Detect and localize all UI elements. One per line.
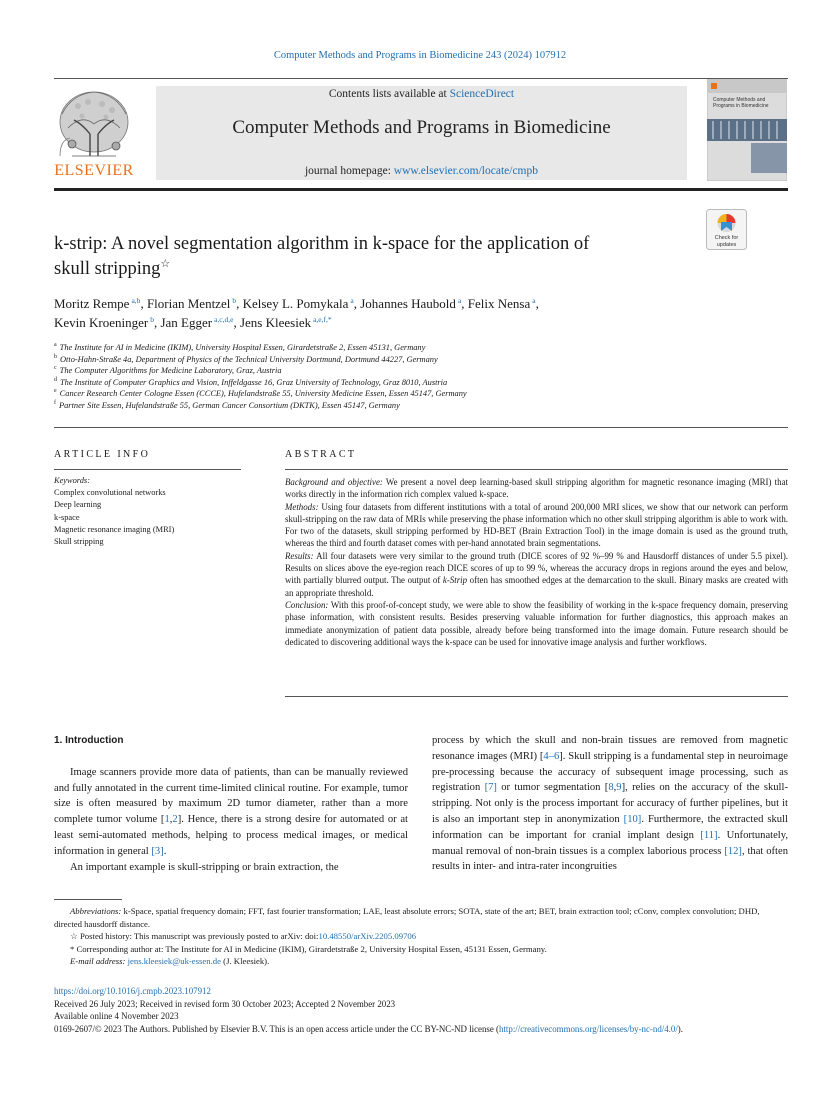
- elsevier-logo[interactable]: [52, 84, 136, 184]
- footnotes: [54, 905, 788, 968]
- author-affiliation-marks[interactable]: a,c,d,e: [214, 314, 234, 324]
- author-name[interactable]: Kevin Kroeninger: [54, 315, 149, 330]
- affiliation-row: [54, 388, 754, 400]
- body-left-column: [54, 733, 408, 875]
- keyword-item: k-space: [54, 512, 80, 522]
- author-affiliation-marks[interactable]: a,e,f,*: [313, 314, 332, 324]
- affiliation-key: f: [54, 399, 56, 406]
- abstract-section-label: Results:: [285, 550, 314, 561]
- author-name[interactable]: Florian Mentzel: [146, 296, 231, 311]
- author-name[interactable]: Felix Nensa: [467, 296, 531, 311]
- affiliation-key: b: [54, 353, 57, 360]
- affiliation-key: a: [54, 342, 57, 349]
- ref-10-link[interactable]: [10]: [623, 813, 642, 825]
- journal-title: Computer Methods and Programs in Biomedicine: [232, 117, 611, 138]
- affiliation-key: c: [54, 365, 57, 372]
- abbreviations-footnote: Abbreviations: k-Space, spatial frequency domain; FFT, fast fourier transformation; LAE, least absolute errors; SOTA, state of the art; BET, brain extraction tool; cConv, complex convolution; DHD, directed hausdorff distance.: [54, 906, 760, 929]
- ref-3-link[interactable]: [3]: [151, 845, 164, 857]
- author-list: [54, 294, 754, 332]
- keyword-item: Magnetic resonance imaging (MRI): [54, 524, 175, 534]
- corresponding-author-footnote: * Corresponding author at: The Institute for AI in Medicine (IKIM), Girardetstraße 2, University Hospital Essen, 45131 Essen, Germany.: [70, 943, 547, 954]
- journal-cover-image[interactable]: [707, 79, 787, 181]
- abstract-section-text: All four datasets were very similar to the ground truth (DICE scores of 92 %–99 % and Hausdorff distances of under 5.5 pixel). Results on slices above the eye-region reach DICE scores of up to 99 %, whereas the accuracy drops in regions around the eyes and below, with partially blurred output. The output of k-Strip often has smoothed edges at the demarcation to the skull. Binary masks are created with an appropriate threshold.: [285, 550, 788, 598]
- affiliation-row: [54, 377, 754, 389]
- ref-12-link[interactable]: [12]: [724, 845, 742, 857]
- doi-link[interactable]: https://doi.org/10.1016/j.cmpb.2023.107912: [54, 986, 211, 996]
- publication-info: [54, 985, 788, 1035]
- author-name[interactable]: Kelsey L. Pomykala: [242, 296, 349, 311]
- keyword-item: Deep learning: [54, 500, 102, 510]
- affiliation-key: d: [54, 376, 57, 383]
- affiliation-text: Cancer Research Center Cologne Essen (CCCE), Hufelandstraße 55, University Medicine Essen, Essen 45147, Germany: [59, 389, 467, 398]
- author-separator: ,: [353, 296, 361, 311]
- author-separator: ,: [233, 315, 240, 330]
- author-name[interactable]: Johannes Haubold: [360, 296, 456, 311]
- abstract-section-label: Conclusion:: [285, 599, 329, 610]
- ref-1-link[interactable]: 1: [164, 814, 170, 826]
- abstract-section: [285, 599, 788, 648]
- sciencedirect-link[interactable]: ScienceDirect: [449, 88, 515, 100]
- affiliation-row: [54, 342, 754, 354]
- ref-9-link[interactable]: 9: [616, 782, 622, 794]
- ref-2-link[interactable]: 2: [172, 814, 178, 826]
- abstract-section-label: Background and objective:: [285, 477, 383, 487]
- keywords-block: [54, 475, 241, 548]
- author-separator: ,: [535, 296, 539, 311]
- publisher-name: ELSEVIER: [54, 162, 134, 179]
- email-footnote: E-mail address: jens.kleesiek@uk-essen.de (J. Kleesiek).: [70, 956, 270, 966]
- footnote-rule: [54, 899, 122, 900]
- ref-7-link[interactable]: [7]: [484, 782, 497, 794]
- ref-8-link[interactable]: 8: [608, 782, 614, 794]
- author-affiliation-marks[interactable]: a: [532, 295, 536, 305]
- author-separator: ,: [236, 296, 243, 311]
- online-date: Available online 4 November 2023: [54, 1011, 179, 1021]
- abstract-section-label: Methods:: [285, 501, 319, 512]
- affiliation-key: e: [54, 388, 57, 395]
- abstract-rule: [285, 469, 788, 470]
- arxiv-doi-link[interactable]: 10.48550/arXiv.2205.09706: [318, 931, 417, 941]
- email-link[interactable]: jens.kleesiek@uk-essen.de: [127, 956, 221, 966]
- keyword-item: Complex convolutional networks: [54, 488, 166, 498]
- abstract-text: [285, 476, 788, 648]
- ref-11-link[interactable]: [11]: [700, 829, 718, 841]
- abstract-heading: ABSTRACT: [285, 449, 357, 460]
- license-link[interactable]: http://creativecommons.org/licenses/by-nc-nd/4.0/: [499, 1023, 678, 1034]
- affiliation-row: [54, 400, 754, 412]
- journal-citation-link[interactable]: Computer Methods and Programs in Biomedicine 243 (2024) 107912: [273, 50, 567, 61]
- journal-homepage: journal homepage: www.elsevier.com/locate/cmpb: [304, 165, 538, 177]
- author-affiliation-marks[interactable]: a: [457, 295, 462, 305]
- ref-4-6-link[interactable]: 4–6: [543, 750, 560, 762]
- crossmark-text: Check for updates: [714, 235, 739, 248]
- author-name[interactable]: Jan Egger: [160, 315, 213, 330]
- author-affiliation-marks[interactable]: a,b: [131, 295, 141, 305]
- affiliation-text: The Institute for AI in Medicine (IKIM), University Hospital Essen, Girardetstraße 2, Essen 45131, Germany: [59, 343, 426, 352]
- affiliation-text: The Institute of Computer Graphics and Vision, Inffeldgasse 16, Graz University of Technology, Graz 8010, Austria: [60, 377, 448, 387]
- section-rule: [54, 427, 788, 428]
- paper-title: k-strip: A novel segmentation algorithm in k-space for the application of skull stripping☆: [54, 234, 590, 279]
- abstract-bottom-rule: [285, 696, 788, 697]
- title-footnote-mark[interactable]: ☆: [160, 257, 171, 270]
- intro-paragraph-1: Image scanners provide more data of patients, than can be manually reviewed and fully annotated in the current time-limited clinical routine. For example, tumor size is often measured by maximum 2D tumor diameter, rather than a more complete tumor volume [1,2]. Hence, there is a strong desire for automated or at least semi-automated methods, helping to process medical images, or medical information in general [3].: [54, 766, 408, 857]
- author-name[interactable]: Jens Kleesiek: [239, 315, 312, 330]
- keyword-item: Skull stripping: [54, 537, 104, 547]
- received-dates: Received 26 July 2023; Received in revised form 30 October 2023; Accepted 2 November 2023: [54, 998, 396, 1009]
- abstract-section: [285, 476, 788, 501]
- abstract-section: [285, 550, 788, 599]
- author-affiliation-marks[interactable]: b: [232, 295, 237, 305]
- affiliation-list: [54, 342, 754, 411]
- affiliation-text: The Computer Algorithms for Medicine Laboratory, Graz, Austria: [59, 366, 282, 375]
- keywords-list: [54, 487, 241, 548]
- abstract-section: [285, 501, 788, 550]
- contents-line: Contents lists available at ScienceDirect: [328, 88, 515, 100]
- article-info-heading: ARTICLE INFO: [54, 449, 151, 460]
- affiliation-text: Partner Site Essen, Hufelandstraße 55, German Cancer Consortium (DKTK), Essen 45147, Germany: [59, 400, 400, 410]
- check-for-updates-button[interactable]: [706, 209, 747, 250]
- abstract-section-text: With this proof-of-concept study, we were able to show the feasibility of working in the k-space frequency domain, preserving phase information, with consistent results. Besides preserving valuable information for further diagnostics, this approach makes an immediate anonymization of patient data possible, already before being transformed into the image domain. Future research should be dedicated to discovering additional ways the k-space can be used for innovative image analysis and further workflows.: [285, 599, 788, 647]
- homepage-link[interactable]: www.elsevier.com/locate/cmpb: [393, 165, 538, 177]
- affiliation-row: [54, 354, 754, 366]
- abstract-section-text: We present a novel deep learning-based skull stripping algorithm for magnetic resonance imaging (MRI) that works directly in the information rich complex valued k-space.: [285, 477, 788, 500]
- author-separator: ,: [140, 296, 147, 311]
- intro-paragraph-2-cont: process by which the skull and non-brain tissues are removed from magnetic resonance images (MRI) [4–6]. Skull stripping is a fundamental step in neuroimage pre-processing because the accuracy of subsequent image processing, such as registration [7] or tumor segmentation [8,9], relies on the accuracy of the skull-stripping. Not only is the process important for accuracy of further pipelines, but it is also an important step in anonymization [10]. Furthermore, the extracted skull information can be important for cranial implant design [11]. Unfortunately, manual removal of non-brain tissues is a complex laborious process [12], that often results in inter- and intra-rater incongruities: [432, 735, 788, 873]
- author-separator: ,: [153, 315, 161, 330]
- affiliation-text: Otto-Hahn-Straße 4a, Department of Physics of the Technical University Dortmund, Dortmund 44227, Germany: [60, 354, 438, 364]
- abstract-section-text: Using four datasets from different institutions with a total of around 200,000 MRI slices, we show that our network can perform skull-stripping on the raw data of MRIs while preserving the phase information which no other skull stripping algorithm is able to work with. For two of the datasets, skull stripping performed by HD-BET (Brain Extraction Tool) in the image domain is used as the ground truth, whereas the third and fourth dataset comes with per-hand annotated brain segmentations.: [285, 501, 788, 549]
- author-name[interactable]: Moritz Rempe: [54, 296, 130, 311]
- author-separator: ,: [461, 296, 468, 311]
- article-info-rule: [54, 469, 241, 470]
- cover-title: Computer Methods and Programs in Biomedicine: [713, 97, 769, 109]
- affiliation-row: [54, 365, 754, 377]
- license-statement: 0169-2607/© 2023 The Authors. Published by Elsevier B.V. This is an open access article under the CC BY-NC-ND license (http://creativecommons.org/licenses/by-nc-nd/4.0/).: [54, 1023, 683, 1034]
- keywords-label: Keywords:: [54, 476, 90, 485]
- header-rule: [54, 78, 788, 79]
- author-affiliation-marks[interactable]: a: [350, 295, 354, 305]
- header-thick-rule: [54, 188, 788, 191]
- posted-history-footnote: ☆ Posted history: This manuscript was previously posted to arXiv: doi:10.48550/arXiv.2205.09706: [70, 931, 417, 941]
- introduction-heading: 1. Introduction: [54, 735, 124, 746]
- author-affiliation-marks[interactable]: b: [150, 314, 154, 324]
- intro-paragraph-2: An important example is skull-stripping or brain extraction, the: [70, 861, 339, 873]
- cover-icon: [707, 79, 787, 181]
- body-right-column: [432, 733, 788, 875]
